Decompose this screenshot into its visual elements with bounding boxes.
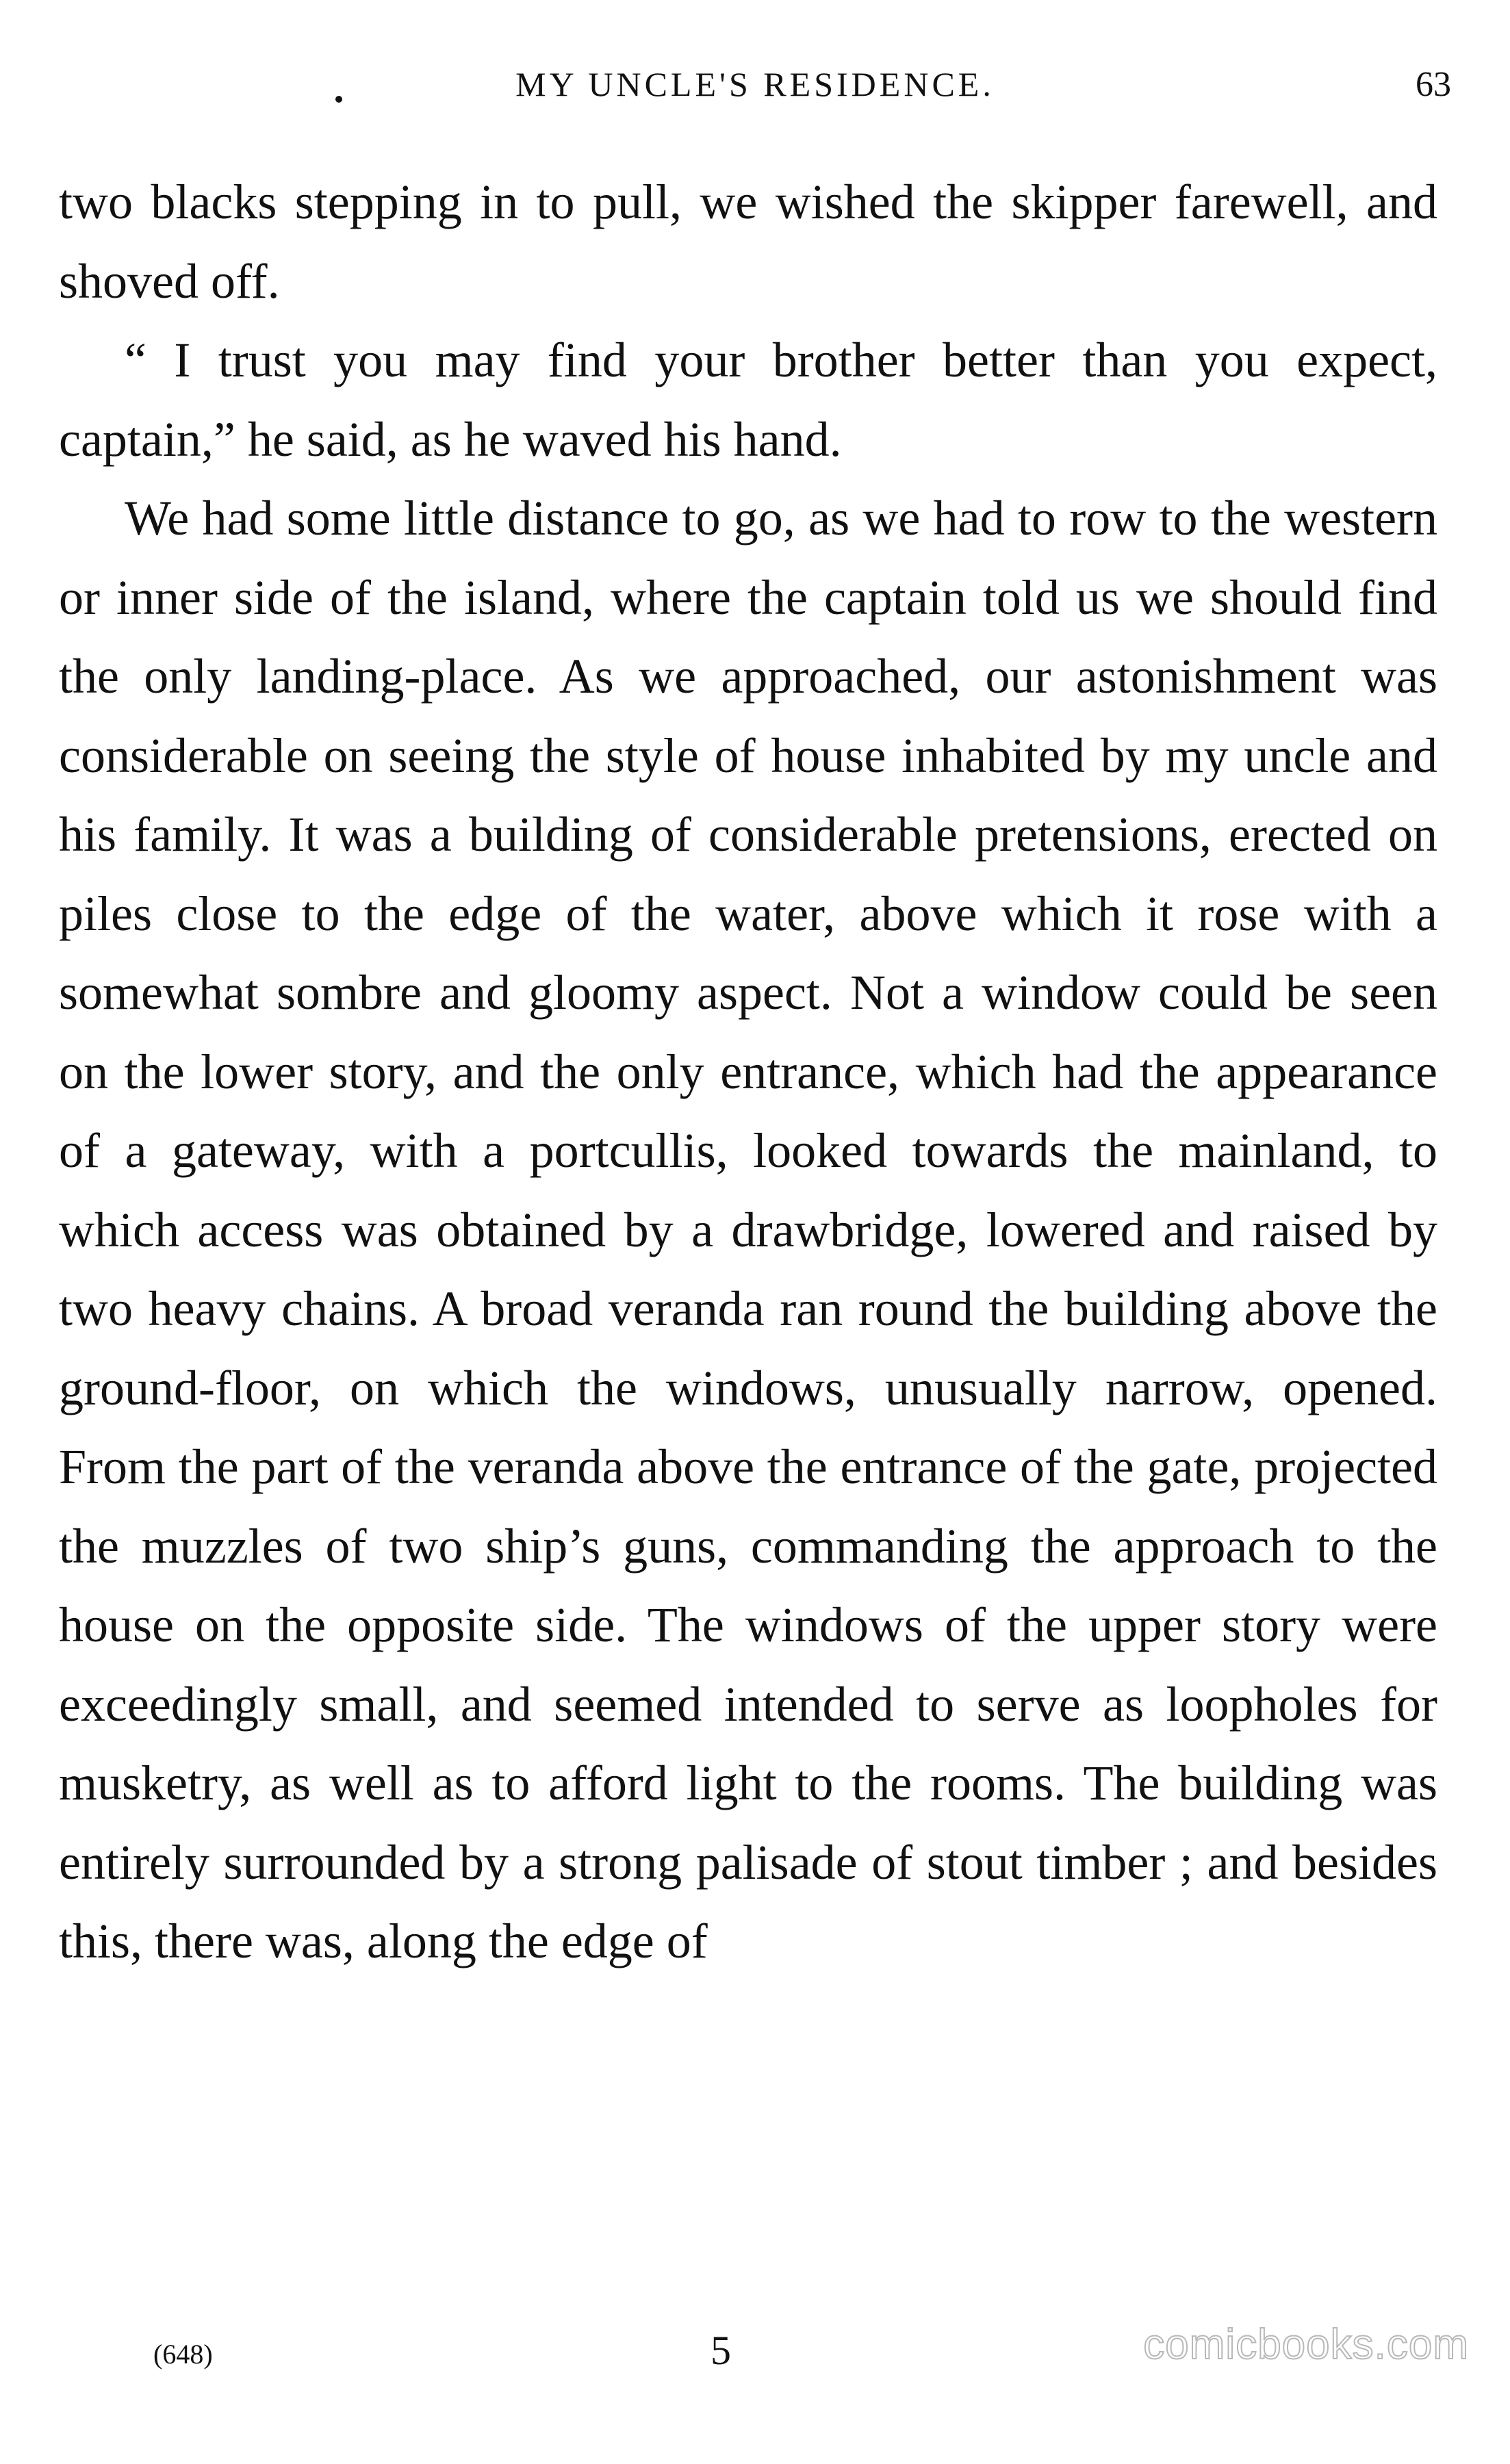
paragraph-1: two blacks stepping in to pull, we wished the skipper farewell, and shoved off. bbox=[59, 175, 1437, 309]
page-footer bbox=[0, 2313, 1510, 2409]
page-header bbox=[0, 60, 1510, 122]
paragraph-2: “ I trust you may find your brother better than you expect, captain,” he said, as he waved his hand. bbox=[59, 333, 1437, 467]
paragraph-3: We had some little distance to go, as we had to row to the western or inner side of the island, where the captain told us we should find the only landing-place. As we approached, our astonishment was considerable on seeing the style of house inhabited by my uncle and his family. It was a building of considerable pretensions, erected on piles close to the edge of the water, above which it rose with a somewhat sombre and gloomy aspect. Not a window could be seen on the lower story, and the only entrance, which had the appearance of a gateway, with a portcullis, looked towards the mainland, to which access was obtained by a drawbridge, lowered and raised by two heavy chains. A broad veranda ran round the building above the ground-floor, on which the windows, unusually narrow, opened. From the part of the veranda above the entrance of the gate, projected the muzzles of two ship’s guns, commanding the approach to the house on the opposite side. The windows of the upper story were exceedingly small, and seemed intended to serve as loopholes for musketry, as well as to afford light to the rooms. The building was entirely surrounded by a strong palisade of stout timber ; and besides this, there was, along the edge of bbox=[59, 491, 1437, 1968]
printer-signature: (648) bbox=[153, 2339, 213, 2370]
page-number: 63 bbox=[1416, 65, 1451, 104]
signature-number: 5 bbox=[711, 2328, 731, 2373]
watermark-logo: comicbooks.com bbox=[1143, 2321, 1469, 2368]
body-text bbox=[59, 163, 1437, 1981]
running-title: MY UNCLE'S RESIDENCE. bbox=[515, 65, 995, 103]
